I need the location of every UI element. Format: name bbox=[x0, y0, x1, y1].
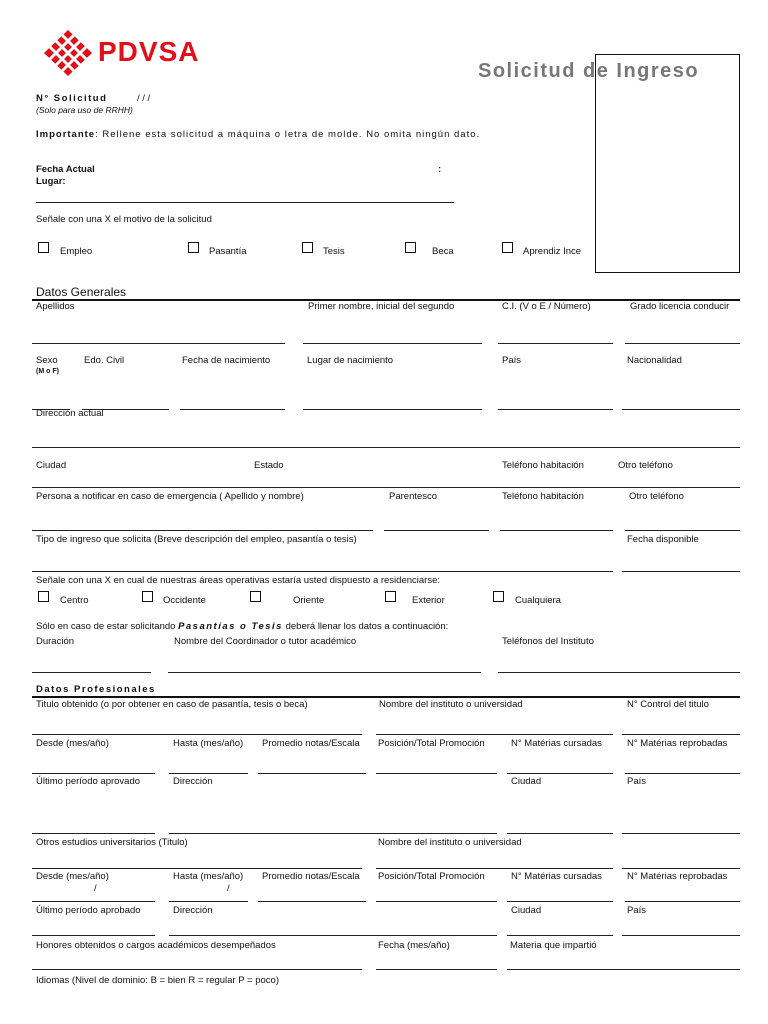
label-honores: Honores obtenidos o cargos académicos desempeñados bbox=[36, 940, 276, 951]
motive-option-beca: Beca bbox=[432, 246, 454, 257]
motive-option-empleo: Empleo bbox=[60, 246, 93, 257]
label-telefono-emergencia: Teléfono habitación bbox=[502, 491, 584, 502]
field-otro-telefono-emergencia[interactable] bbox=[625, 530, 740, 531]
motive-option-aprendiz-ince: Aprendiz Ince bbox=[523, 246, 582, 257]
field-apellidos[interactable] bbox=[32, 343, 285, 344]
motive-option-tesis: Tesis bbox=[323, 246, 345, 257]
field-tipo-ingreso[interactable] bbox=[32, 571, 613, 572]
field-hasta[interactable] bbox=[169, 773, 248, 774]
checkbox-exterior[interactable] bbox=[385, 591, 396, 602]
label-materias-reprobadas-2: N° Matérias reprobadas bbox=[627, 871, 728, 882]
label-ciudad-instituto: Ciudad bbox=[511, 776, 542, 787]
brand-name: PDVSA bbox=[98, 36, 200, 67]
field-duracion[interactable] bbox=[32, 672, 151, 673]
intern-note bbox=[36, 622, 448, 633]
label-pais-instituto: País bbox=[627, 776, 647, 787]
field-telefonos-instituto[interactable] bbox=[498, 672, 740, 673]
label-pais: País bbox=[502, 355, 522, 366]
area-exterior: Exterior bbox=[412, 595, 445, 606]
field-pais[interactable] bbox=[498, 409, 613, 410]
label-promedio: Promedio notas/Escala bbox=[262, 738, 360, 749]
label-edo-civil: Edo. Civil bbox=[84, 355, 125, 366]
label-materia-impartio: Materia que impartió bbox=[510, 940, 597, 951]
label-promedio-2: Promedio notas/Escala bbox=[262, 871, 360, 882]
request-number-slashes: / / / bbox=[137, 93, 151, 104]
field-fecha-disponible[interactable] bbox=[622, 571, 740, 572]
label-primer-nombre: Primer nombre, inicial del segundo bbox=[308, 301, 455, 312]
checkbox-empleo[interactable] bbox=[38, 242, 49, 253]
label-ultimo-periodo-2: Último período aprobado bbox=[36, 905, 141, 916]
field-direccion-actual[interactable] bbox=[32, 447, 740, 448]
field-fecha-nacimiento[interactable] bbox=[180, 409, 285, 410]
field-pais-instituto[interactable] bbox=[622, 833, 740, 834]
field-lugar-nacimiento[interactable] bbox=[303, 409, 482, 410]
intern-note-pre: Sólo en caso de estar solicitando bbox=[36, 621, 179, 632]
label-otro-telefono: Otro teléfono bbox=[618, 460, 673, 471]
field-instituto-2[interactable] bbox=[376, 868, 613, 869]
rrhh-note: (Solo para uso de RRHH) bbox=[36, 105, 133, 115]
checkbox-aprendiz-ince[interactable] bbox=[502, 242, 513, 253]
field-control-titulo-2[interactable] bbox=[622, 868, 740, 869]
label-parentesco: Parentesco bbox=[389, 491, 438, 502]
date-colon: : bbox=[438, 164, 442, 175]
section-datos-generales: Datos Generales bbox=[36, 285, 127, 299]
field-control-titulo[interactable] bbox=[622, 734, 740, 735]
field-persona-emergencia[interactable] bbox=[32, 530, 373, 531]
field-direccion-instituto[interactable] bbox=[169, 833, 497, 834]
field-direccion-2[interactable] bbox=[169, 935, 497, 936]
field-materias-cursadas-2[interactable] bbox=[507, 901, 613, 902]
checkbox-cualquiera[interactable] bbox=[493, 591, 504, 602]
label-direccion-actual: Dirección actual bbox=[36, 408, 104, 419]
pdvsa-emblem-icon bbox=[42, 28, 94, 78]
date-label: Fecha Actual bbox=[36, 164, 95, 175]
label-sexo: Sexo bbox=[36, 355, 58, 366]
label-ci: C.I. (V o E / Número) bbox=[502, 301, 591, 312]
motive-option-pasantia: Pasantía bbox=[209, 246, 247, 257]
label-hasta: Hasta (mes/año) bbox=[173, 738, 244, 749]
field-ciudad-row[interactable] bbox=[32, 487, 740, 488]
important-note bbox=[36, 130, 480, 141]
request-number-label: N° Solicitud bbox=[36, 93, 108, 104]
field-materias-reprobadas[interactable] bbox=[625, 773, 740, 774]
checkbox-occidente[interactable] bbox=[142, 591, 153, 602]
label-ultimo-periodo: Último período aprovado bbox=[36, 776, 141, 787]
label-desde-2: Desde (mes/año) bbox=[36, 871, 109, 882]
field-posicion[interactable] bbox=[376, 773, 497, 774]
field-fecha-honores[interactable] bbox=[376, 969, 497, 970]
field-parentesco[interactable] bbox=[384, 530, 489, 531]
field-desde[interactable] bbox=[32, 773, 155, 774]
label-materias-reprobadas: N° Matérias reprobadas bbox=[627, 738, 728, 749]
label-titulo-obtenido: Titulo obtenido (o por obtener en caso de pasantía, tesis o beca) bbox=[36, 699, 308, 710]
checkbox-centro[interactable] bbox=[38, 591, 49, 602]
label-telefonos-instituto: Teléfonos del Instituto bbox=[502, 636, 594, 647]
label-estado: Estado bbox=[254, 460, 284, 471]
field-licencia[interactable] bbox=[625, 343, 740, 344]
intern-note-post: deberá llenar los datos a continuación: bbox=[282, 621, 449, 632]
label-direccion-2: Dirección bbox=[173, 905, 213, 916]
field-desde-2[interactable] bbox=[32, 901, 155, 902]
photo-box bbox=[595, 54, 740, 273]
field-otros-estudios[interactable] bbox=[32, 868, 362, 869]
label-posicion: Posición/Total Promoción bbox=[378, 738, 485, 749]
field-nacionalidad[interactable] bbox=[622, 409, 740, 410]
section-rule-professional bbox=[32, 696, 740, 698]
label-ciudad: Ciudad bbox=[36, 460, 67, 471]
label-fecha-nacimiento: Fecha de nacimiento bbox=[182, 355, 271, 366]
checkbox-beca[interactable] bbox=[405, 242, 416, 253]
field-promedio[interactable] bbox=[258, 773, 366, 774]
areas-prompt: Señale con una X en cual de nuestras áreas operativas estaría usted dispuesto a residenciarse: bbox=[36, 575, 441, 586]
checkbox-pasantia[interactable] bbox=[188, 242, 199, 253]
label-persona-emergencia: Persona a notificar en caso de emergencia ( Apellido y nombre) bbox=[36, 491, 304, 502]
field-titulo-obtenido[interactable] bbox=[32, 734, 362, 735]
label-sexo-note: (M o F) bbox=[36, 368, 59, 375]
label-coordinador: Nombre del Coordinador o tutor académico bbox=[174, 636, 357, 647]
field-ultimo-periodo-2[interactable] bbox=[32, 935, 155, 936]
area-occidente: Occidente bbox=[163, 595, 206, 606]
section-datos-profesionales: Datos Profesionales bbox=[36, 684, 156, 695]
photo-box-top bbox=[596, 54, 740, 55]
label-instituto-2: Nombre del instituto o universidad bbox=[378, 837, 522, 848]
field-materias-reprobadas-2[interactable] bbox=[625, 901, 740, 902]
label-telefono-habitacion: Teléfono habitación bbox=[502, 460, 584, 471]
area-cualquiera: Cualquiera bbox=[515, 595, 561, 606]
field-primer-nombre[interactable] bbox=[303, 343, 482, 344]
field-ciudad-instituto[interactable] bbox=[507, 833, 613, 834]
field-ciudad-2[interactable] bbox=[507, 935, 613, 936]
label-tipo-ingreso: Tipo de ingreso que solicita (Breve descripción del empleo, pasantía o tesis) bbox=[36, 534, 357, 545]
field-coordinador[interactable] bbox=[168, 672, 481, 673]
motive-prompt: Señale con una X el motivo de la solicitud bbox=[36, 214, 212, 225]
label-lugar-nacimiento: Lugar de nacimiento bbox=[307, 355, 394, 366]
field-honores[interactable] bbox=[32, 969, 362, 970]
label-control-titulo: N° Control del titulo bbox=[627, 699, 709, 710]
photo-box-bottom bbox=[596, 272, 740, 273]
label-fecha-mes-ano: Fecha (mes/año) bbox=[378, 940, 450, 951]
place-label: Lugar: bbox=[36, 176, 66, 187]
area-oriente: Oriente bbox=[293, 595, 325, 606]
label-idiomas: Idiomas (Nivel de dominio: B = bien R = regular P = poco) bbox=[36, 975, 279, 986]
label-materias-cursadas: N° Matérias cursadas bbox=[511, 738, 602, 749]
label-direccion-instituto: Dirección bbox=[173, 776, 213, 787]
desde-slash: / bbox=[94, 883, 97, 894]
label-desde: Desde (mes/año) bbox=[36, 738, 109, 749]
label-hasta-2: Hasta (mes/año) bbox=[173, 871, 244, 882]
label-otro-telefono-emergencia: Otro teléfono bbox=[629, 491, 684, 502]
field-posicion-2[interactable] bbox=[376, 901, 497, 902]
field-materias-cursadas[interactable] bbox=[507, 773, 613, 774]
important-label: Importante bbox=[36, 129, 96, 140]
field-instituto[interactable] bbox=[376, 734, 613, 735]
page-title: Solicitud de Ingreso bbox=[478, 60, 700, 82]
label-nacionalidad: Nacionalidad bbox=[627, 355, 682, 366]
checkbox-oriente[interactable] bbox=[250, 591, 261, 602]
label-otros-estudios: Otros estudios universitarios (Titulo) bbox=[36, 837, 188, 848]
field-ultimo-periodo[interactable] bbox=[32, 833, 155, 834]
intern-note-emphasis: Pasantías o Tesis bbox=[178, 621, 283, 632]
pdvsa-logo bbox=[42, 28, 212, 78]
hasta-slash: / bbox=[227, 883, 230, 894]
checkbox-tesis[interactable] bbox=[302, 242, 313, 253]
label-ciudad-2: Ciudad bbox=[511, 905, 542, 916]
label-posicion-2: Posición/Total Promoción bbox=[378, 871, 485, 882]
field-telefono-emergencia[interactable] bbox=[500, 530, 613, 531]
place-line[interactable] bbox=[36, 202, 454, 203]
important-text: : Rellene esta solicitud a máquina o letra de molde. No omita ningún dato. bbox=[95, 129, 481, 140]
field-materia-impartio[interactable] bbox=[507, 969, 740, 970]
label-pais-2: País bbox=[627, 905, 647, 916]
field-ci[interactable] bbox=[498, 343, 613, 344]
label-licencia: Grado licencia conducir bbox=[630, 301, 730, 312]
label-fecha-disponible: Fecha disponible bbox=[627, 534, 699, 545]
label-materias-cursadas-2: N° Matérias cursadas bbox=[511, 871, 602, 882]
field-promedio-2[interactable] bbox=[258, 901, 366, 902]
label-duracion: Duración bbox=[36, 636, 75, 647]
field-hasta-2[interactable] bbox=[169, 901, 248, 902]
area-centro: Centro bbox=[60, 595, 89, 606]
label-instituto: Nombre del instituto o universidad bbox=[379, 699, 523, 710]
field-pais-2[interactable] bbox=[622, 935, 740, 936]
label-apellidos: Apellidos bbox=[36, 301, 75, 312]
